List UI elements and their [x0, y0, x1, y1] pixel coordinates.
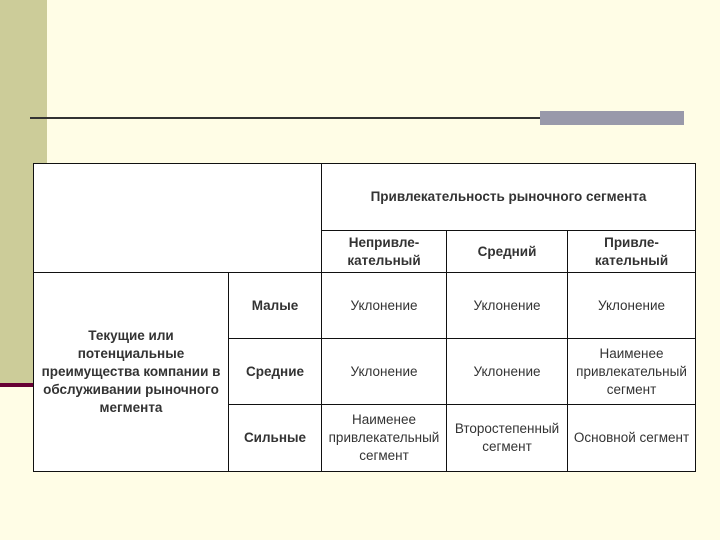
corner-cell: [34, 164, 322, 273]
row-group-label: Текущие или потенциальные преимущества компании в обслуживании рыночного мегмента: [34, 273, 229, 472]
row-label-strong: Сильные: [229, 405, 322, 472]
table-cell: Уклонение: [447, 339, 568, 405]
title-rule-line: [30, 117, 542, 119]
title-rule-block: [540, 111, 684, 125]
segment-matrix-table: [33, 163, 696, 472]
column-header-medium: Средний: [447, 231, 568, 273]
column-header-unattractive: Непривле- кательный: [322, 231, 447, 273]
table-cell: Уклонение: [447, 273, 568, 339]
table-cell: Уклонение: [568, 273, 696, 339]
table-cell: Уклонение: [322, 273, 447, 339]
row-label-small: Малые: [229, 273, 322, 339]
header-title: Привлекательность рыночного сегмента: [322, 164, 696, 231]
row-label-medium: Средние: [229, 339, 322, 405]
table-cell: Второстепенный сегмент: [447, 405, 568, 472]
table-cell: Уклонение: [322, 339, 447, 405]
column-header-attractive: Привле- кательный: [568, 231, 696, 273]
table-cell: Наименее привлекательный сегмент: [322, 405, 447, 472]
table-cell: Наименее привлекательный сегмент: [568, 339, 696, 405]
table-cell: Основной сегмент: [568, 405, 696, 472]
left-accent-line: [0, 383, 34, 387]
